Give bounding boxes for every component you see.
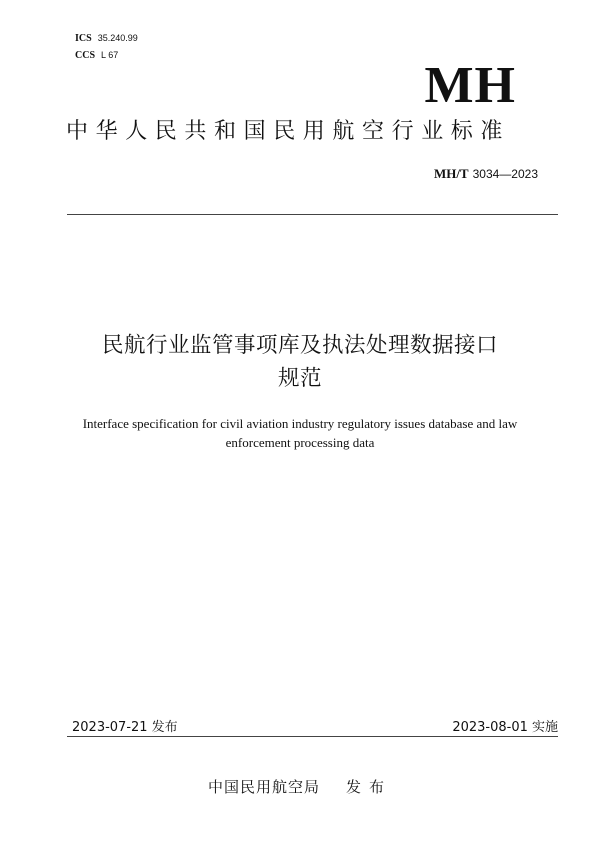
standard-number-code: 3034—2023 xyxy=(472,167,538,181)
implementation-date: 2023-08-01 实施 xyxy=(452,720,558,735)
standard-number-prefix: MH/T xyxy=(433,166,469,181)
title-english-line-2: enforcement processing data xyxy=(225,435,375,450)
ics-code xyxy=(75,30,138,47)
issue-date: 2023-07-21 发布 xyxy=(72,720,178,735)
ccs-label: CCS xyxy=(75,50,96,61)
top-divider xyxy=(67,214,558,215)
document-title-chinese xyxy=(50,329,550,395)
bottom-divider xyxy=(67,736,558,737)
issuer-action: 发布 xyxy=(346,778,393,796)
document-title-english xyxy=(60,414,540,452)
classification-codes xyxy=(75,30,138,64)
issuer-name: 中国民用航空局 xyxy=(207,778,320,796)
title-english-line-1: Interface specification for civil aviation industry regulatory issues database and law xyxy=(82,416,518,431)
standard-mark: MH xyxy=(424,57,516,114)
ics-value: 35.240.99 xyxy=(97,33,138,43)
standard-number xyxy=(434,166,538,182)
ccs-code xyxy=(75,47,138,64)
ccs-value: L 67 xyxy=(101,50,119,60)
ics-label: ICS xyxy=(75,33,92,44)
title-chinese-line-2: 规范 xyxy=(277,366,322,391)
issuing-authority xyxy=(0,776,600,797)
title-chinese-line-1: 民航行业监管事项库及执法处理数据接口 xyxy=(101,333,498,358)
standard-type-heading: 中华人民共和国民用航空行业标准 xyxy=(66,119,511,144)
